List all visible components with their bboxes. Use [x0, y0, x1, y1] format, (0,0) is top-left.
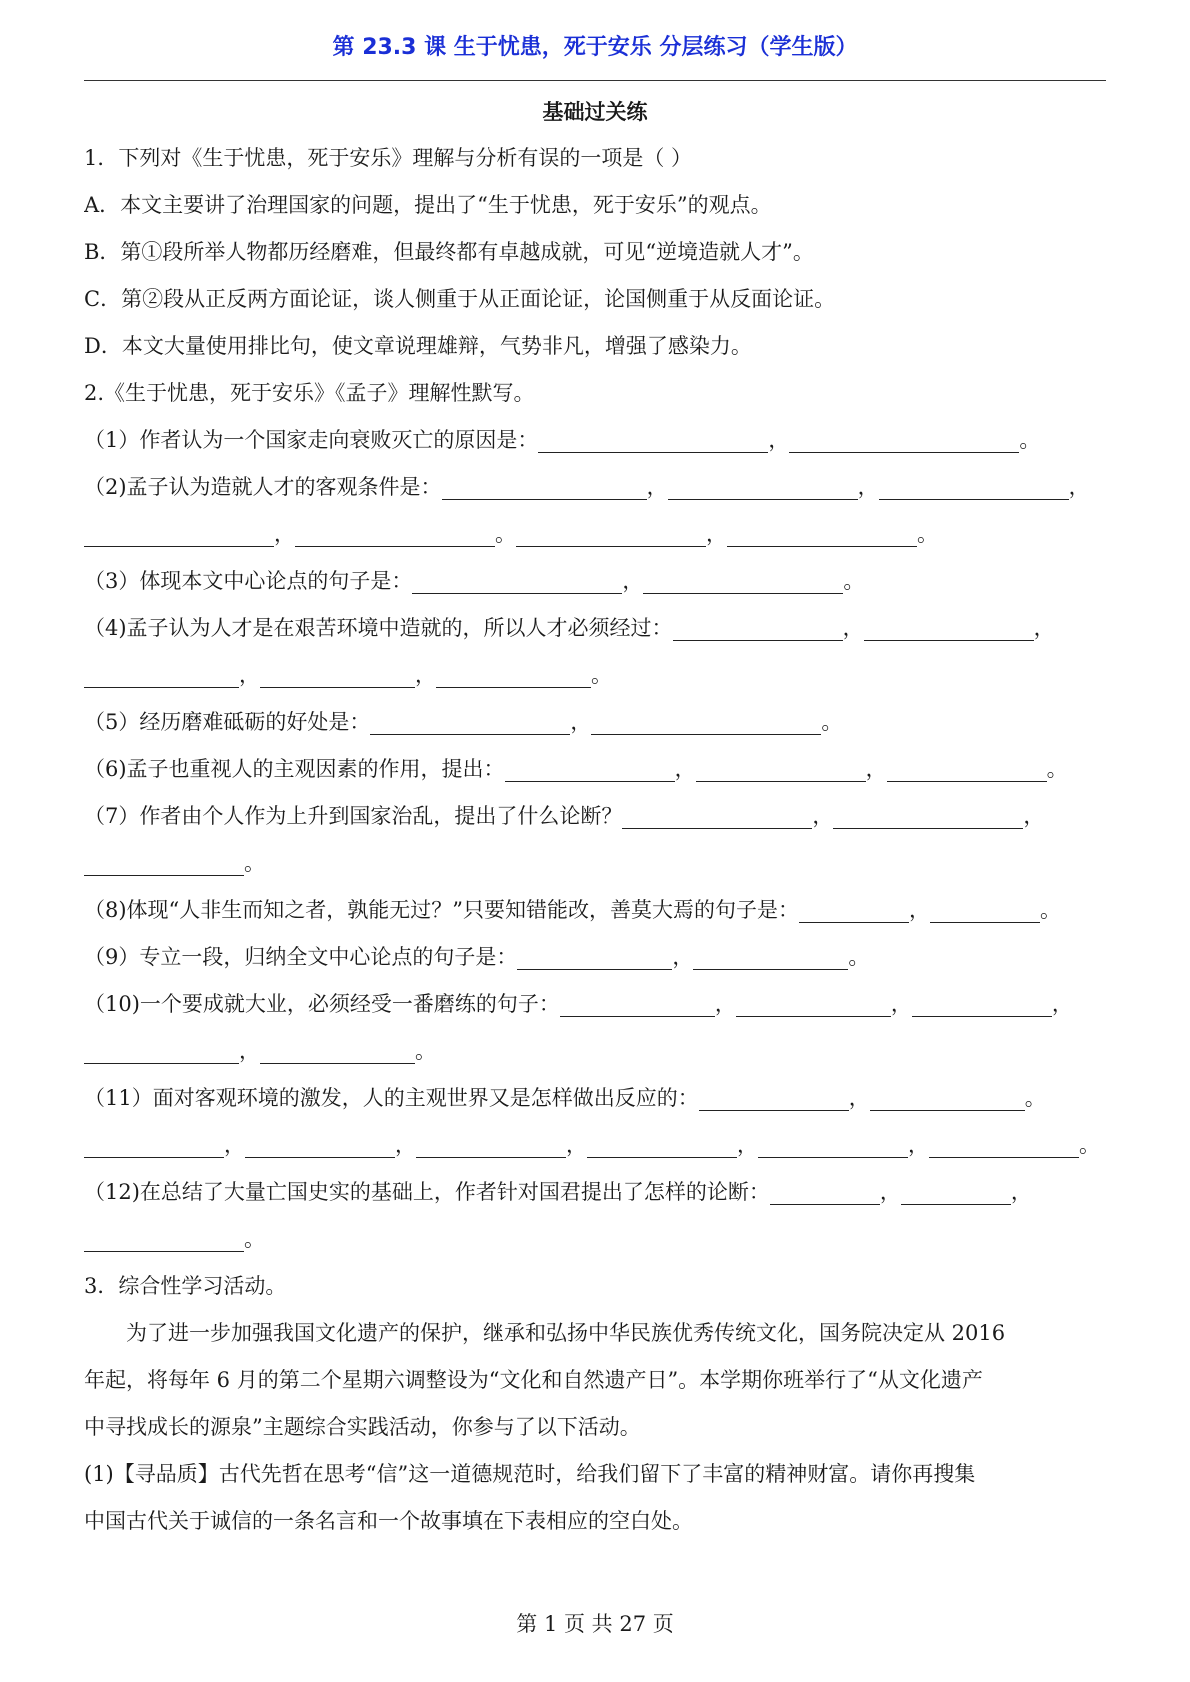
answer-blank[interactable] — [245, 1127, 395, 1158]
answer-blank[interactable] — [412, 563, 622, 594]
dictation-item-8: （8)体现“人非生而知之者，孰能无过？”只要知错能改，善莫大焉的句子是： ， 。 — [84, 887, 1106, 934]
dictation-item-12-cont: 。 — [84, 1216, 1106, 1263]
dictation-item-4: （4)孟子认为人才是在艰苦环境中造就的，所以人才必须经过： ， ， — [84, 605, 1106, 652]
section-title: 基础过关练 — [542, 100, 648, 124]
item-label: （1）作者认为一个国家走向衰败灭亡的原因是： — [84, 428, 539, 452]
subquestion-1-line: 中国古代关于诚信的一条名言和一个故事填在下表相应的空白处。 — [84, 1509, 693, 1533]
answer-blank[interactable] — [260, 657, 415, 688]
answer-blank[interactable] — [84, 657, 239, 688]
answer-blank[interactable] — [789, 422, 1019, 453]
answer-blank[interactable] — [879, 469, 1069, 500]
answer-blank[interactable] — [930, 892, 1040, 923]
answer-blank[interactable] — [538, 422, 768, 453]
answer-blank[interactable] — [770, 1174, 880, 1205]
answer-blank[interactable] — [517, 939, 672, 970]
dictation-item-11: （11）面对客观环境的激发，人的主观世界又是怎样做出反应的： ， 。 — [84, 1075, 1106, 1122]
answer-blank[interactable] — [295, 516, 495, 547]
item-label: （7）作者由个人作为上升到国家治乱，提出了什么论断？ — [84, 804, 623, 828]
answer-blank[interactable] — [864, 610, 1034, 641]
answer-blank[interactable] — [736, 986, 891, 1017]
answer-blank[interactable] — [560, 986, 715, 1017]
answer-blank[interactable] — [887, 751, 1047, 782]
dictation-item-10-cont: ， 。 — [84, 1028, 1106, 1075]
answer-blank[interactable] — [591, 704, 821, 735]
activity-intro-line: 年起，将每年 6 月的第二个星期六调整设为“文化和自然遗产日”。本学期你班举行了“从文化遗产 — [84, 1368, 983, 1392]
subquestion-1-line: (1)【寻品质】古代先哲在思考“信”这一道德规范时，给我们留下了丰富的精神财富。请你再搜集 — [84, 1462, 976, 1486]
answer-blank[interactable] — [673, 610, 843, 641]
dictation-item-4-cont: ， ， 。 — [84, 652, 1106, 699]
answer-blank[interactable] — [643, 563, 843, 594]
item-label: （2)孟子认为造就人才的客观条件是： — [84, 475, 442, 499]
answer-blank[interactable] — [727, 516, 917, 547]
option-d: D．本文大量使用排比句，使文章说理雄辩，气势非凡，增强了感染力。 — [84, 334, 752, 358]
dictation-item-2-cont: ， 。 ， 。 — [84, 511, 1106, 558]
activity-intro-line: 中寻找成长的源泉”主题综合实践活动，你参与了以下活动。 — [84, 1415, 641, 1439]
dictation-item-1: （1）作者认为一个国家走向衰败灭亡的原因是： ， 。 — [84, 417, 1106, 464]
dictation-item-5: （5）经历磨难砥砺的好处是： ， 。 — [84, 699, 1106, 746]
document-title: 第 23.3 课 生于忧患，死于安乐 分层练习（学生版） — [332, 35, 858, 60]
item-label: （9）专立一段，归纳全文中心论点的句子是： — [84, 945, 518, 969]
dictation-item-10: （10)一个要成就大业，必须经受一番磨练的句子： ， ， ， — [84, 981, 1106, 1028]
item-label: （6)孟子也重视人的主观因素的作用，提出： — [84, 757, 505, 781]
answer-blank[interactable] — [516, 516, 706, 547]
dictation-item-12: （12)在总结了大量亡国史实的基础上，作者针对国君提出了怎样的论断： ， ， — [84, 1169, 1106, 1216]
dictation-item-3: （3）体现本文中心论点的句子是： ， 。 — [84, 558, 1106, 605]
answer-blank[interactable] — [436, 657, 591, 688]
item-label: （10)一个要成就大业，必须经受一番磨练的句子： — [84, 992, 560, 1016]
item-label: （4)孟子认为人才是在艰苦环境中造就的，所以人才必须经过： — [84, 616, 673, 640]
dictation-item-6: （6)孟子也重视人的主观因素的作用，提出： ， ， 。 — [84, 746, 1106, 793]
question-1-stem: 1．下列对《生于忧患，死于安乐》理解与分析有误的一项是（ ） — [84, 146, 693, 170]
item-label: （8)体现“人非生而知之者，孰能无过？”只要知错能改，善莫大焉的句子是： — [84, 898, 800, 922]
option-c: C．第②段从正反两方面论证，谈人侧重于从正面论证，论国侧重于从反面论证。 — [84, 287, 836, 311]
question-content — [84, 135, 1106, 1545]
answer-blank[interactable] — [260, 1033, 415, 1064]
item-label: （3）体现本文中心论点的句子是： — [84, 569, 413, 593]
header-divider — [84, 80, 1106, 81]
answer-blank[interactable] — [699, 1080, 849, 1111]
answer-blank[interactable] — [901, 1174, 1011, 1205]
answer-blank[interactable] — [693, 939, 848, 970]
answer-blank[interactable] — [668, 469, 858, 500]
dictation-item-11-cont: ， ， ， ， ， 。 — [84, 1122, 1106, 1169]
question-2-stem: 2.《生于忧患，死于安乐》《孟子》理解性默写。 — [84, 381, 535, 405]
answer-blank[interactable] — [833, 798, 1023, 829]
item-label: （11）面对客观环境的激发，人的主观世界又是怎样做出反应的： — [84, 1086, 699, 1110]
answer-blank[interactable] — [799, 892, 909, 923]
option-b: B．第①段所举人物都历经磨难，但最终都有卓越成就，可见“逆境造就人才”。 — [84, 240, 814, 264]
dictation-item-9: （9）专立一段，归纳全文中心论点的句子是： ， 。 — [84, 934, 1106, 981]
answer-blank[interactable] — [929, 1127, 1079, 1158]
item-label: （5）经历磨难砥砺的好处是： — [84, 710, 371, 734]
page-number: 第 1 页 共 27 页 — [516, 1612, 674, 1636]
answer-blank[interactable] — [912, 986, 1052, 1017]
answer-blank[interactable] — [758, 1127, 908, 1158]
answer-blank[interactable] — [84, 845, 244, 876]
answer-blank[interactable] — [416, 1127, 566, 1158]
dictation-item-2: （2)孟子认为造就人才的客观条件是： ， ， ， — [84, 464, 1106, 511]
answer-blank[interactable] — [84, 516, 274, 547]
activity-intro-line: 为了进一步加强我国文化遗产的保护，继承和弘扬中华民族优秀传统文化，国务院决定从 2016 — [126, 1321, 1006, 1345]
answer-blank[interactable] — [370, 704, 570, 735]
dictation-item-7: （7）作者由个人作为上升到国家治乱，提出了什么论断？ ， ， — [84, 793, 1106, 840]
question-3-stem: 3．综合性学习活动。 — [84, 1274, 287, 1298]
answer-blank[interactable] — [84, 1221, 244, 1252]
answer-blank[interactable] — [505, 751, 675, 782]
option-a: A．本文主要讲了治理国家的问题，提出了“生于忧患，死于安乐”的观点。 — [84, 193, 772, 217]
answer-blank[interactable] — [870, 1080, 1025, 1111]
answer-blank[interactable] — [587, 1127, 737, 1158]
answer-blank[interactable] — [696, 751, 866, 782]
item-label: （12)在总结了大量亡国史实的基础上，作者针对国君提出了怎样的论断： — [84, 1180, 770, 1204]
answer-blank[interactable] — [622, 798, 812, 829]
answer-blank[interactable] — [84, 1033, 239, 1064]
answer-blank[interactable] — [84, 1127, 224, 1158]
answer-blank[interactable] — [442, 469, 647, 500]
dictation-item-7-cont: 。 — [84, 840, 1106, 887]
